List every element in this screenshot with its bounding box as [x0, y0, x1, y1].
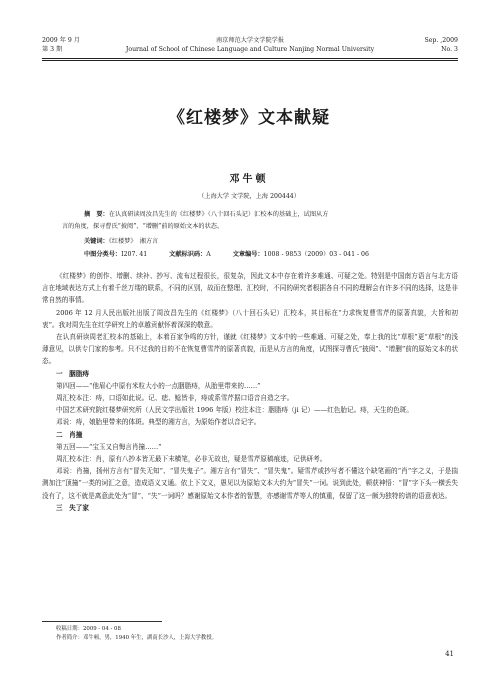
journal-name-en: Journal of School of Chinese Language and Culture Nanjing Normal University — [125, 46, 375, 53]
keywords-text: 《红楼梦》 湘方言 — [108, 238, 159, 245]
article-author: 邓牛顿 — [229, 174, 269, 185]
journal-name-cn: 南京师范大学文学院学报 — [215, 37, 285, 44]
page-number: 41 — [445, 650, 454, 658]
abstract-text-1: 在认真研读周汝昌先生的《红楼梦》（八十回石头记）汇校本的基础上，试图从方 — [108, 211, 329, 218]
doc-code-label: 文献标识码： — [169, 251, 207, 258]
section-heading: 三 失了家 — [56, 503, 89, 512]
paragraph: 第五回——“宝玉又自悔言肖撞……” — [56, 442, 162, 451]
article-body — [42, 270, 458, 514]
received-date: 收稿日期：2009 - 04 - 08 — [56, 626, 121, 632]
article-id-label: 文章编号： — [232, 251, 264, 258]
article-id: 1008 - 9853（2009）03 - 041 - 06 — [263, 251, 369, 258]
doc-code: A — [206, 251, 211, 258]
running-header — [42, 36, 458, 58]
paragraph: 邓说：肖撞，扬州方言有“冒失无知”、“冒失鬼子”。湘方言有“冒失”、“冒失鬼”。疑雪芹或抄写者不懂这个缺笔画的“肖”字之义，于是揣测加注“顶撞”一类的词汇之意，造成语义又通。依上下文义，愚见以为原始文本大约为“冒失”一词。说到此处，顿获神悟：“冒”字下头一横丢失没有了，这不就是离意此处为“冒”、“失”一词吗？感谢原始文本作者的智慧，亦感谢雪芹等人的慎重，保留了这一颇为独特的谱的语意表达。 — [42, 467, 458, 500]
article-title: 《红楼梦》文本献疑 — [168, 108, 330, 128]
clc-label: 中图分类号： — [84, 251, 122, 258]
abstract-label: 摘 要： — [84, 211, 109, 218]
paragraph: 中国艺术研究院红楼梦研究所（人民文学出版社 1996 年版）校注本注：胭脂痔（ji 记）——红色胎记。痔，天生的色斑。 — [56, 406, 413, 415]
paragraph: 周汇校本注：肖，原有八抄本皆无最下末横笔，必非无故也，疑是雪芹原稿痕迹，记供研考。 — [56, 455, 327, 464]
keywords-label: 关键词： — [84, 238, 109, 245]
issue-date — [42, 36, 80, 54]
paragraph: 在认真研读周老汇校本的基础上，本着百家争鸣的方针，谨就《红楼梦》文本中的一些难通、可疑之处，奉上我的比“草根”更“草根”的浅薄意见，以供专门家的参考。只不过我的目的不在恢复曹雪芹的原著真貌，而是从方言的角度，试图探寻曹氏“披阅”、“增删”前的原始文本的状态。 — [42, 333, 458, 366]
issue-month: 2009 年 9 月 — [42, 37, 80, 44]
journal-name — [112, 36, 388, 54]
section-heading: 一 胭脂痔 — [56, 369, 89, 378]
classification-line — [84, 249, 369, 258]
abstract-text-2: 言的角度，探寻曹氏“披阅”、“增删”前的原始文本的状态。 — [62, 223, 224, 230]
footnote — [56, 625, 458, 643]
keywords — [84, 236, 158, 245]
clc-code: I207. 41 — [121, 251, 148, 258]
author-bio: 作者简介：邓牛顿，男，1940 年生，湖南长沙人，上海大学教授。 — [56, 635, 217, 641]
section-heading: 二 肖撞 — [56, 430, 83, 439]
header-rule — [42, 58, 458, 59]
paragraph: 《红楼梦》的创作、增删、续补、抄写、流布过程很长，很复杂，因此文本中存在着许多难通、可疑之处。特别是中国南方语言与北方语言在地域表达方式上有着千丝万缕的联系，不同的区别，故而在整理、汇校时，不同的研究者根据各自不同的理解会有许多不同的选择，这是非常自然的事情。 — [42, 272, 458, 305]
abstract — [62, 209, 436, 233]
issue-info-en — [424, 36, 458, 54]
issue-number-cn: 第 3 期 — [42, 46, 63, 53]
paragraph: 第四回——“他眉心中原有米粒大小的一点胭脂痔，从胎里带来的……” — [56, 381, 261, 390]
footnote-rule — [42, 621, 162, 622]
paragraph: 周汇校本注：痔，口语如此说。记、痣、鲶皆非，痔或系雪芹据口语音自造之字。 — [56, 394, 294, 403]
author-affiliation: （上海大学 文学院，上海 200444） — [198, 193, 300, 200]
issue-number-en: No. 3 — [441, 46, 458, 53]
paragraph: 2006 年 12 月人民出版社出版了周汝昌先生的《红楼梦》（八十回石头记）汇校本，其目标在“力求恢复曹雪芹的原著真貌，大旨和初衷”。我对周先生在红学研究上的卓越贡献怀着深深的敬意。 — [42, 308, 458, 329]
paragraph: 邓说：痔，娘胎里带来的体斑。典型的湘方言，为原始作者以音记字。 — [56, 418, 261, 427]
header-rule-thin — [42, 60, 458, 61]
issue-date-en: Sep. ,2009 — [424, 37, 458, 44]
